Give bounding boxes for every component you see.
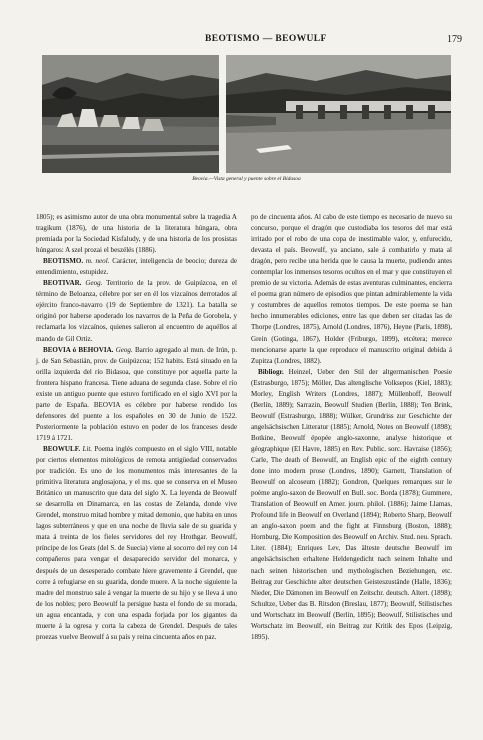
entry-continuation bbox=[251, 212, 452, 367]
entry-headword: BEOTISMO. bbox=[43, 257, 84, 266]
page-number: 179 bbox=[447, 34, 462, 45]
running-title: BEOTISMO — BEOWULF bbox=[205, 34, 327, 44]
photo-village-view bbox=[42, 55, 219, 173]
left-column bbox=[36, 212, 237, 643]
entry-qualifier: Lit. bbox=[82, 444, 93, 453]
dictionary-entry bbox=[36, 345, 237, 444]
entry-qualifier: Geog. bbox=[115, 345, 133, 354]
entry-text: Carácter, inteligencia de beocio; dureza de entendimiento, estupidez. bbox=[36, 257, 238, 277]
entry-text: Poema inglés compuesto en el siglo VIII, notable por ciertos elementos mitológicos de remota antigüedad conservados por tradición. Es uno de los monumentos más interesantes de la primitiva literatura anglosajona, y el ms. que se conserva en el Museo Británico un manuscrito que data del siglo X. La leyenda de Beowulf se desarrolla en Dinamarca, en las costas de Zelanda, donde vive Grendel, monstruo mitad hombre y mitad demonio, que habita en unos lagos subterráneos y que en una noche de lluvia sale de su guarida y mata á treinta de los fieles servidores del rey Hrothgar. Beowulf, príncipe de los Geats (del S. de Suecia) viene al socorro del rey con 14 compañeros para vengar el desaparecido servidor del monarca, y después de un desesperado combate hiere gravemente á Grendel, que corre á refugiarse en su guarida, donde muere. A la noche siguiente la madre del monstruo sale á vengar la muerte de su hijo y se lleva á uno de los nobles; pero Beowulf la persigue hasta el fondo de su morada, un agua encantada, y con una espada forjada por los gigantes da muerte á la ogresa y corta la cabeza de Grendel. Después de tales proezas vuelve Beowulf á su país y reina cincuenta años en paz. bbox=[36, 444, 238, 641]
entry-text: Territorio de la prov. de Guipúzcoa, en el término de Beloanza, célebre por ser en él los vizcaínos derrotados al ejército franco-navarro (19 de Septiembre de 1321). La batalla se originó por haberse apoderado los navarros de la Peña de Gorobela, y reclamarla los vizcaínos, quienes salieron al encuentro de aquéllos al mando de Gil Ortiz. bbox=[36, 279, 237, 343]
entry-text: po de cincuenta años. Al cabo de este tiempo es necesario de nuevo su concurso, porque el dragón que custodiaba los tesoros del mar está irritado por el robo de una copa de inestimable valor, y, enfurecido, devasta el país. Beowulf, ya anciano, sale á combatirlo y mata al dragón, pero recibe una herida que le causa la muerte, pudiendo antes contemplar los inmensos tesoros ocultos en el mar y que constituyen el premio de su victoria. Además de estas aventuras culminantes, encierra el poema gran número de episodios que pintan admirablemente la vida y costumbres de aquellos remotos tiempos. De este poema se han hecho innumerables ediciones, entre las que deben ser citadas las de Thorpe (Londres, 1875), Arnold (Londres, 1876), Heyne (París, 1898), Grein (Gotinga, 1867), Holder (Friburgo, 1899), etcétera; merece mencionarse aparte la que reproduce el manuscrito original debida á Zupitza (Londres, 1882). bbox=[251, 213, 452, 365]
entry-headword: BEOVIA ó BEHOVIA. bbox=[43, 345, 114, 354]
photo-bridge-bidasoa-image bbox=[226, 55, 451, 173]
entry-continuation bbox=[36, 212, 237, 256]
dictionary-entry bbox=[36, 444, 237, 643]
entry-headword: Bibliogr. bbox=[258, 367, 284, 376]
entry-headword: BEOTIVAR. bbox=[43, 279, 82, 288]
figure-caption: Beovia.—Vista general y puente sobre el Bidasoa bbox=[192, 176, 301, 182]
entry-text: Barrio agregado al mun. de Irún, p. j. de San Sebastián, prov. de Guipúzcoa; 152 habits. Está situado en la orilla izquierda del río Bidasoa, que constituye por aquella parte la frontera hispano francesa. Tiene aduana de segunda clase. Sobre el río existe un antiguo puente que estuvo fortificado en el siglo XVI por la parte de España. BEOVIA es célebre por haberse rendido los defensores del puente a los españoles en 30 de Junio de 1522. Posteriormente la población estuvo en poder de los franceses desde 1719 á 1721. bbox=[36, 345, 237, 442]
dictionary-entry bbox=[36, 256, 237, 278]
entry-qualifier: m. neol. bbox=[85, 257, 110, 266]
dictionary-entry bbox=[36, 278, 237, 344]
photo-bridge-bidasoa bbox=[226, 55, 451, 173]
dictionary-entry bbox=[251, 367, 452, 643]
running-header bbox=[0, 34, 483, 48]
entry-qualifier: Geog. bbox=[85, 279, 103, 288]
photo-village-view-image bbox=[42, 55, 219, 173]
entry-text: Heinzel, Ueber den Stil der altgermanischen Poesie (Estrasburgo, 1875); Möller, Das altenglische Volksepos (Kiel, 1883); Morley, English Writers (Londres, 1887); Müllenhoff, Beowulf (Berlín, 1889); Sarrazin, Beowulf Studien (Berlín, 1888); Ten Brink, Beowulf (Estrasburgo, 1888); Wülker, Grundriss zur Geschichte der angelsächsischen Litteratur (1885); Arnold, Notes on Beowulf (1898); Botkine, Beowulf épopée anglo-saxonne, analyse historique et géographique (El Havre, 1885) en Rev. Public. sorc. Havraise (1856); Carle, The death of Beowulf, an English epic of the eighth century done into modern prose (Londres, 1890); Garnett, Translation of Beowulf on alcoseum (1882); Gondron, Quelques remarques sur le poème anglo-saxon de Beowulf en Bull. soc. Borda (1878); Gummere, Translation of Beowulf en Amer. journ. philol. (1886); Jaime Llamas, Profound life in Beowulf en Overland (1894); Roberto Sharp, Beowulf an anglo-saxon poem and the fight at Finnsburg (Boston, 1888); Hornburg, Die Komposition des Beowulf en Archiv. Stud. neu. Sprach. Liter. (1884); Enriques Lev, Das älteste deutsche Beowulf im angelsächsischen erhaltene Heldengedicht nach seinem Inhalte und nach seinen historischen und mythologischen Beziehungen, etc. Beitrag zur Geschichte alter deutschen Geisteszustände (Halle, 1836); Nieder, Die Dämonen im Beowulf en Zeitschr. deutsch. Altert. (1898); Schultze, Ueber das B. Ritsdon (Breslau, 1877); Beowulf, Stilistisches und Wortschatz im Beowulf (Berlín, 1895); Beowulf, Stilistisches und Wortschatz im Beowulf, ein Beitrag zur Kritik des Epos (Leipzig, 1895). bbox=[251, 367, 452, 641]
entry-headword: BEOWULF. bbox=[43, 444, 81, 453]
right-column bbox=[251, 212, 452, 643]
entry-text: 1805); es asimismo autor de una obra monumental sobre la tragedia A tragikum (1876), de una historia de la literatura húngara, obra premiada por la Sociedad Kisfaludy, y de una historia de los prosistas húngaros: A szel prozai el beszélés (1886). bbox=[36, 213, 237, 255]
